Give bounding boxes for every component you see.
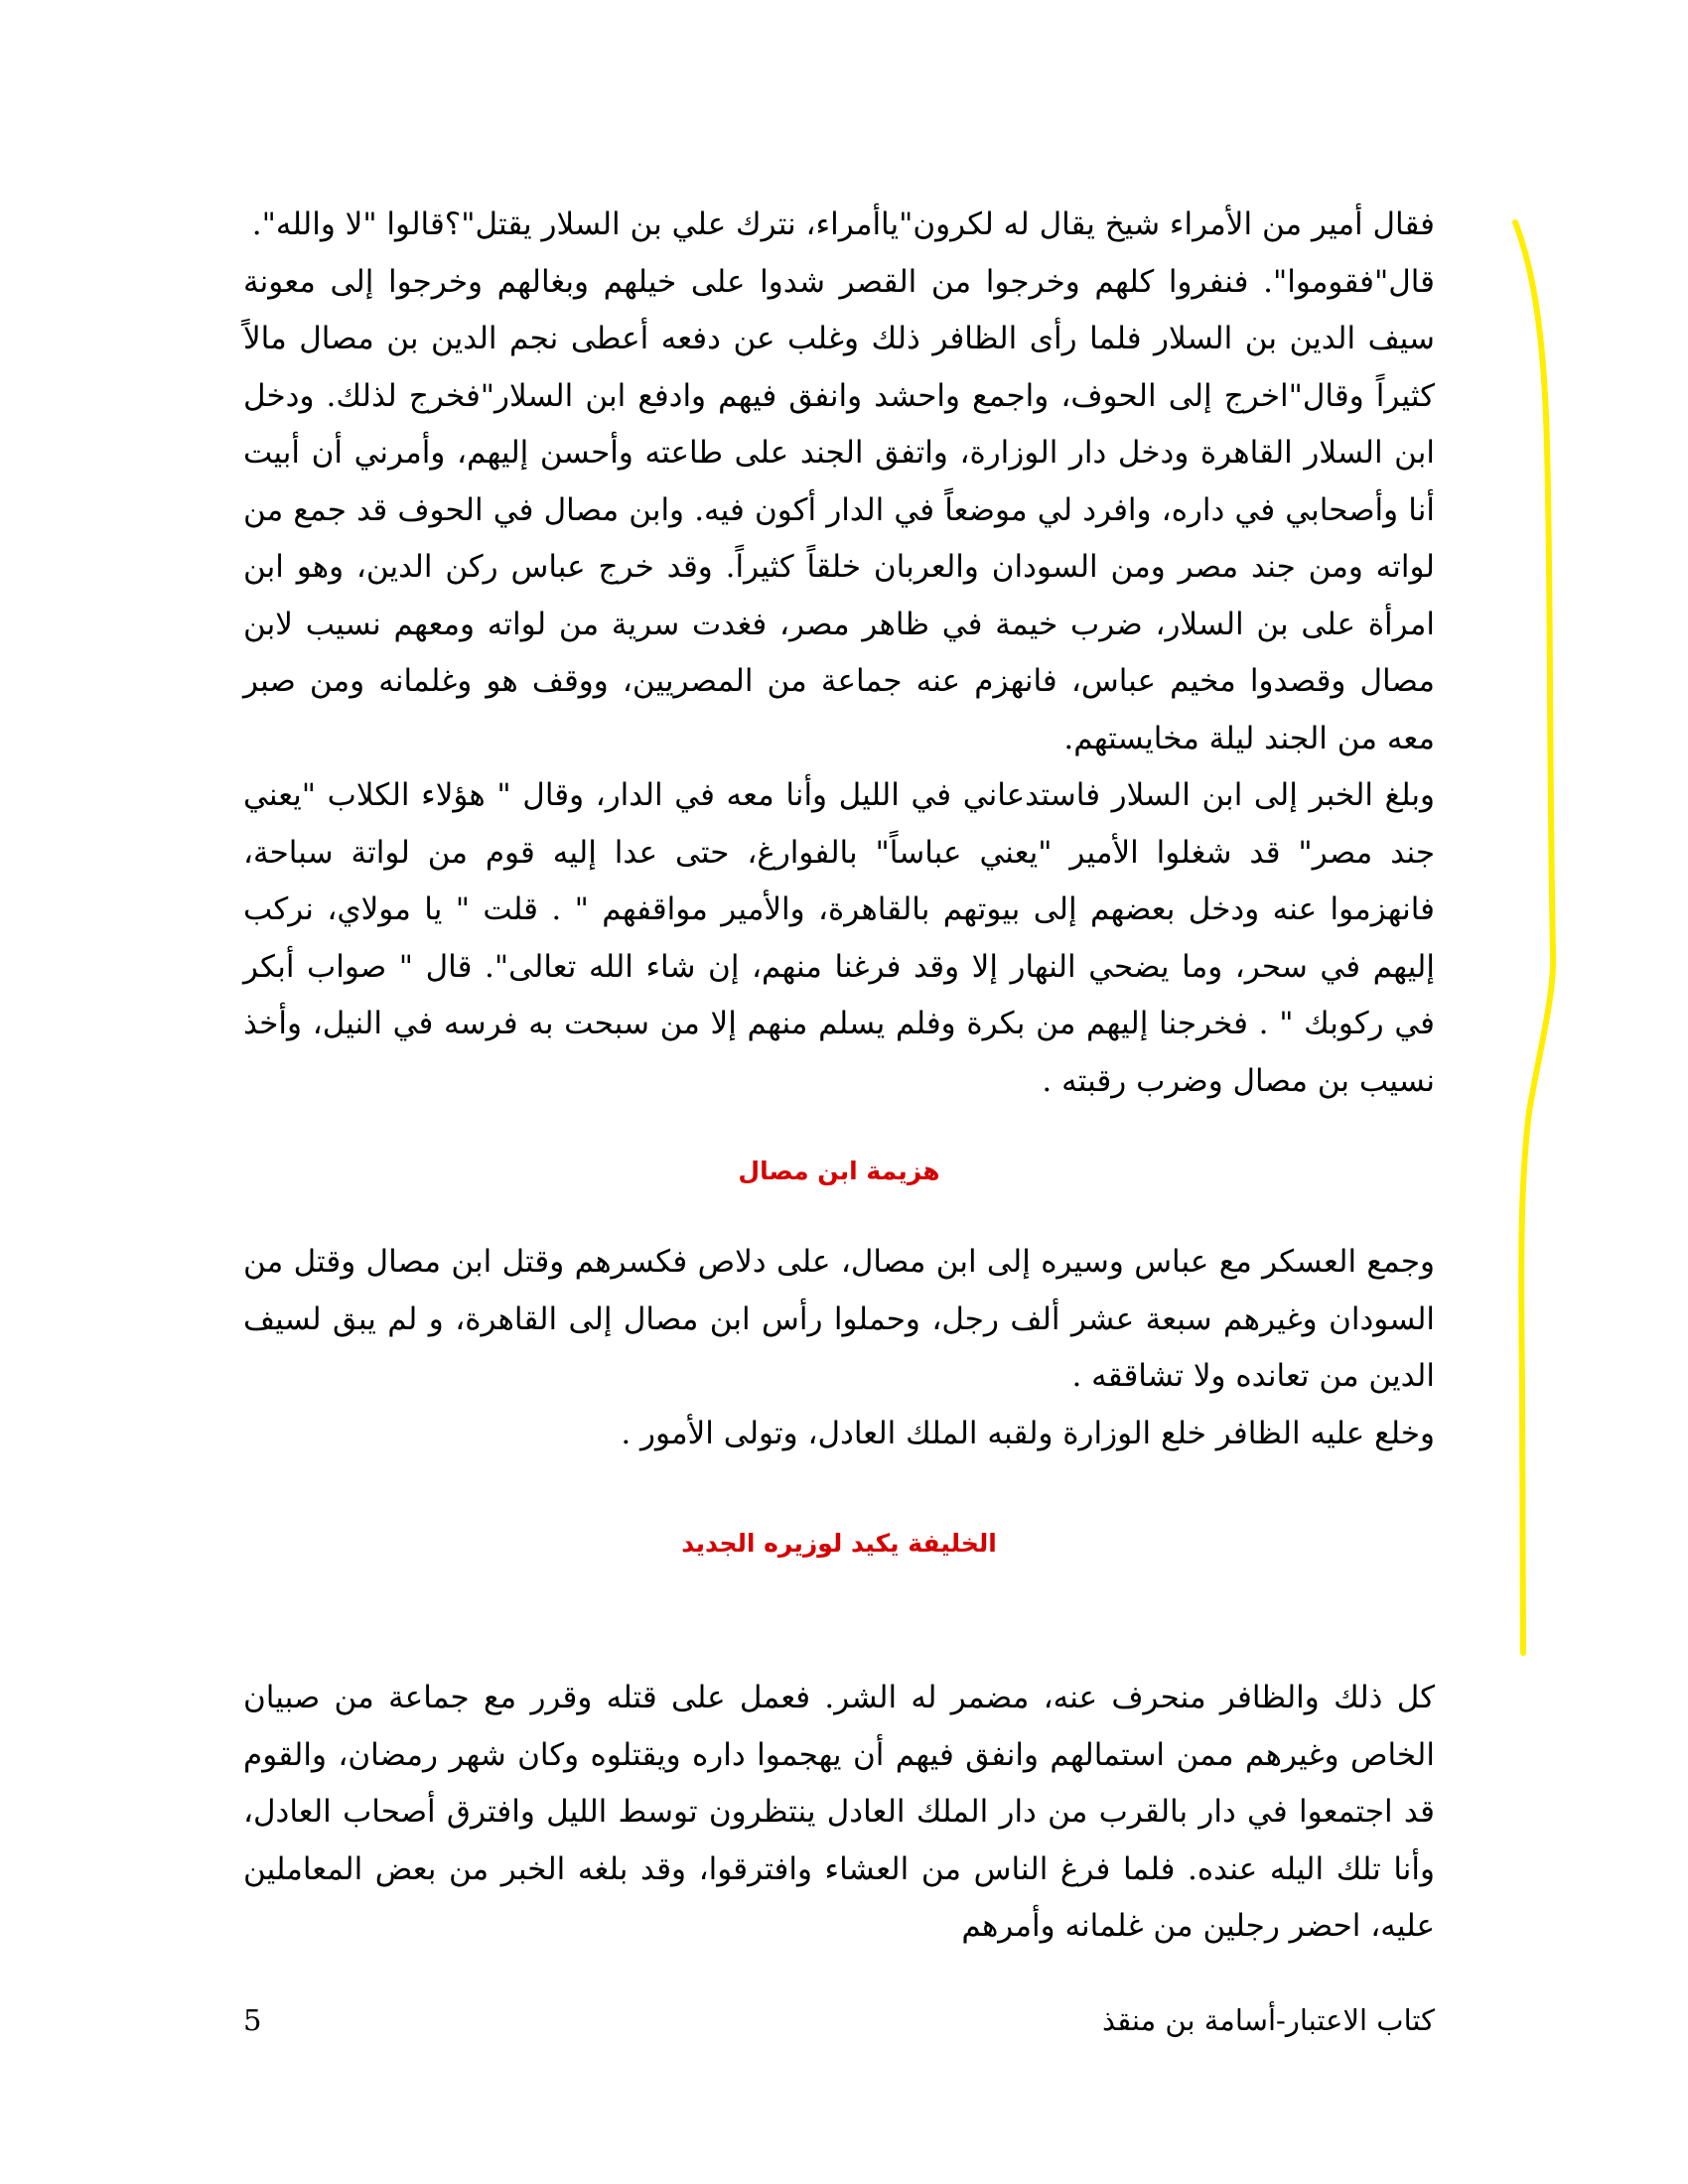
- paragraph: فقال أمير من الأمراء شيخ يقال له لكرون"ياأمراء، نترك علي بن السلار يقتل"؟قالوا "لا والله".: [251, 206, 1435, 242]
- highlighter-stroke: [1515, 222, 1553, 1653]
- footer-book-title: كتاب الاعتبار-أسامة بن منقذ: [1102, 2003, 1435, 2037]
- paragraph: كل ذلك والظافر منحرف عنه، مضمر له الشر. فعمل على قتله وقرر مع جماعة من صبيان الخاص وغيرهم ممن استمالهم وانفق فيهم أن يهجموا داره ويقتلوه وكان شهر رمضان، والقوم قد اجتمعوا في دار بالقرب من دار الملك العادل ينتظرون توسط الليل وافترق أصحاب العادل، وأنا تلك اليله عنده. فلما فرغ الناس من العشاء وافترقوا، وقد بلغه الخبر من بعض المعاملين عليه، احضر رجلين من غلمانه وأمرهم: [243, 1680, 1435, 1944]
- paragraph: وبلغ الخبر إلى ابن السلار فاستدعاني في الليل وأنا معه في الدار، وقال " هؤلاء الكلاب "يعني جند مصر" قد شغلوا الأمير "يعني عباساً" بالفوارغ، حتى عدا إليه قوم من لواتة سباحة، فانهزموا عنه ودخل بعضهم إلى بيوتهم بالقاهرة، والأمير مواقفهم " . قلت " يا مولاي، نركب إليهم في سحر، وما يضحي النهار إلا وقد فرغنا منهم، إن شاء الله تعالى". قال " صواب أبكر في ركوبك " . فخرجنا إليهم من بكرة وفلم يسلم منهم إلا من سبحت به فرسه في النيل، وأخذ نسيب بن مصال وضرب رقبته .: [243, 777, 1435, 1099]
- section-heading-2: الخليفة يكيد لوزيره الجديد: [681, 1529, 997, 1558]
- paragraph: وجمع العسكر مع عباس وسيره إلى ابن مصال، على دلاص فكسرهم وقتل ابن مصال وقتل من السودان وغيرهم سبعة عشر ألف رجل، وحملوا رأس ابن مصال إلى القاهرة، و لم يبق لسيف الدين من تعانده ولا تشاققه .: [243, 1244, 1435, 1394]
- highlighter-mark-annotation: [1489, 199, 1589, 1688]
- text-block-3: [243, 1670, 1435, 1956]
- page-footer: [243, 2003, 1435, 2043]
- text-block-2: [243, 1234, 1435, 1462]
- text-block-1: [243, 197, 1435, 1110]
- paragraph: وخلع عليه الظافر خلع الوزارة ولقبه الملك العادل، وتولى الأمور .: [621, 1415, 1435, 1451]
- paragraph: قال"فقوموا". فنفروا كلهم وخرجوا من القصر شدوا على خيلهم وبغالهم وخرجوا إلى معونة سيف الدين بن السلار فلما رأى الظافر ذلك وغلب عن دفعه أعطى نجم الدين بن مصال مالاً كثيراً وقال"اخرج إلى الحوف، واجمع واحشد وانفق فيهم وادفع ابن السلار"فخرج لذلك. ودخل ابن السلار القاهرة ودخل دار الوزارة، واتفق الجند على طاعته وأحسن إليهم، وأمرني أن أبيت أنا وأصحابي في داره، وافرد لي موضعاً في الدار أكون فيه. وابن مصال في الحوف قد جمع من لواته ومن جند مصر ومن السودان والعربان خلقاً كثيراً. وقد خرج عباس ركن الدين، وهو ابن امرأة على بن السلار، ضرب خيمة في ظاهر مصر، فغدت سرية من لواته ومعهم نسيب لابن مصال وقصدوا مخيم عباس، فانهزم عنه جماعة من المصريين، ووقف هو وغلمانه ومن صبر معه من الجند ليلة مخايستهم.: [243, 263, 1435, 756]
- section-heading-1: هزيمة ابن مصال: [738, 1157, 940, 1185]
- page-number: 5: [243, 2003, 262, 2037]
